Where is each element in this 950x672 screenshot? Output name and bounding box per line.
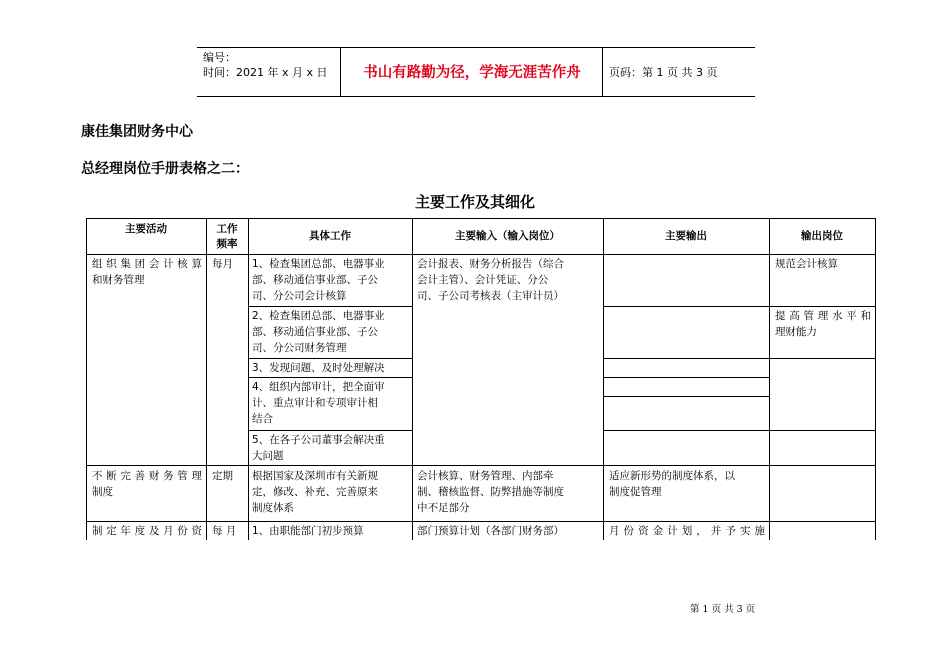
row1-work-2: 2、检查集团总部、电器事业 (252, 310, 385, 322)
header-motto: 书山有路勤为径，学海无涯苦作舟 (363, 65, 581, 81)
row1-work-4: 计、重点审计和专项审计相 (252, 397, 378, 409)
col-header-input: 主要输入（输入岗位） (455, 230, 560, 242)
row-rule (603, 358, 875, 359)
row2-frequency: 定期 (212, 470, 233, 482)
col-header-activity: 主要活动 (125, 223, 167, 235)
page-footer: 第 1 页 共 3 页 (690, 604, 756, 615)
col-header-frequency: 工作 (216, 223, 238, 235)
table-title: 主要工作及其细化 (414, 193, 535, 211)
col-header-frequency: 频率 (216, 238, 238, 250)
row1-activity: 组织集团会计核算 (92, 258, 202, 270)
row2-input: 会计核算、财务管理、内部牵 (417, 470, 554, 482)
row2-work: 定，修改、补充、完善原来 (252, 486, 378, 498)
row-rule (603, 377, 769, 378)
row-rule (86, 521, 875, 522)
page-indicator: 页码：第 1 页 共 3 页 (609, 66, 718, 79)
row3-work: 1、由职能部门初步预算 (252, 525, 364, 537)
row3-activity: 制定年度及月份资 (92, 525, 202, 537)
row3-output: 月份资金计划，并予实施 (609, 525, 765, 537)
header-top-rule (197, 47, 755, 48)
row1-input: 会计报表、财务分析报告（综合 (417, 258, 564, 270)
row2-input: 制、稽核监督、防弊措施等制度 (417, 486, 564, 498)
row2-work: 根据国家及深圳市有关新规 (252, 470, 378, 482)
company-title: 康佳集团财务中心 (81, 124, 193, 140)
row2-work: 制度体系 (252, 502, 294, 514)
header-row-rule (86, 254, 875, 255)
table-border-left (86, 218, 87, 540)
row1-input: 会计主管）、会计凭证、分公 (417, 274, 549, 286)
column-divider (248, 218, 249, 540)
header-divider (602, 47, 603, 96)
column-divider (206, 218, 207, 540)
header-bottom-rule (197, 96, 755, 97)
row1-work-2: 部、移动通信事业部、子公 (252, 326, 378, 338)
row1-activity: 和财务管理 (92, 274, 145, 286)
row1-work-3: 3、发现问题、及时处理解决 (252, 362, 385, 374)
column-divider (603, 218, 604, 540)
row-rule (603, 306, 875, 307)
row1-work-4: 结合 (252, 413, 273, 425)
row-rule (248, 430, 412, 431)
header-divider (340, 47, 341, 96)
col-header-post: 输出岗位 (801, 230, 843, 242)
row1-work-2: 司、分公司财务管理 (252, 342, 347, 354)
table-border-top (86, 218, 875, 219)
col-header-output: 主要输出 (665, 230, 707, 242)
row1-work-1: 部、移动通信事业部、子公 (252, 274, 378, 286)
row-rule (248, 306, 412, 307)
row2-activity: 制度 (92, 486, 113, 498)
document-subtitle: 总经理岗位手册表格之二： (81, 161, 249, 177)
row1-work-1: 1、检查集团总部、电器事业 (252, 258, 385, 270)
row1-post-1: 规范会计核算 (775, 258, 838, 270)
row1-input: 司、子公司考核表（主审计员） (417, 290, 564, 302)
column-divider (769, 218, 770, 540)
row1-work-4: 4、组织内部审计，把全面审 (252, 381, 385, 393)
row2-input: 中不足部分 (417, 502, 470, 514)
row3-frequency: 每 月 (212, 525, 237, 537)
row-rule (603, 396, 769, 397)
doc-time: 时间：2021 年 x 月 x 日 (203, 66, 328, 79)
table-border-right (875, 218, 876, 540)
row1-work-5: 大问题 (252, 450, 284, 462)
column-divider (412, 218, 413, 540)
row-rule (86, 465, 875, 466)
row-rule (248, 377, 412, 378)
row1-post-2: 理财能力 (775, 326, 817, 338)
row1-frequency: 每月 (212, 258, 233, 270)
row2-activity: 不断完善财务管理 (92, 470, 202, 482)
row-rule (603, 430, 875, 431)
row3-input: 部门预算计划（各部门财务部） (417, 525, 564, 537)
row1-post-2: 提高管理水平和 (775, 310, 871, 322)
row2-output: 适应新形势的制度体系，以 (609, 470, 735, 482)
col-header-work: 具体工作 (309, 230, 351, 242)
row-rule (248, 358, 412, 359)
work-breakdown-table (86, 218, 876, 540)
row1-work-5: 5、在各子公司董事会解决重 (252, 434, 385, 446)
row2-output: 制度促管理 (609, 486, 662, 498)
doc-number: 编号： (203, 51, 236, 64)
row1-work-1: 司、分公司会计核算 (252, 290, 347, 302)
